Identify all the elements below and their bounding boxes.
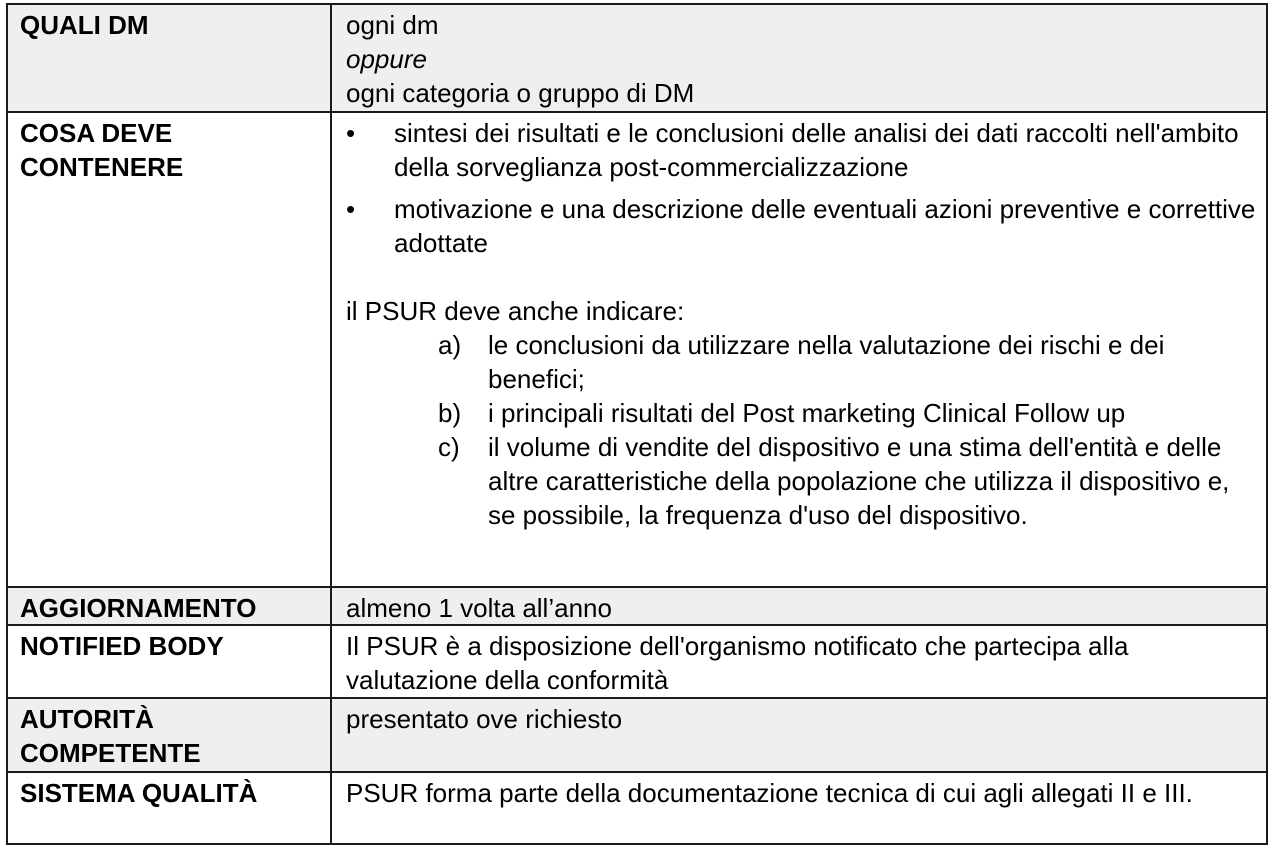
item-marker: b)	[438, 398, 462, 428]
row-content: PSUR forma parte della documentazione tecnica di cui agli allegati II e III.	[346, 778, 1193, 808]
row-content: almeno 1 volta all’anno	[346, 593, 612, 623]
row-label: QUALI DM	[8, 5, 332, 111]
row-content	[332, 113, 1266, 586]
content-line: ogni dm	[346, 10, 439, 40]
lettered-item	[438, 328, 1256, 396]
lettered-item	[438, 396, 1256, 430]
content-line: ogni categoria o gruppo di DM	[346, 78, 695, 108]
row-cosa-deve-contenere	[6, 113, 1268, 588]
row-sistema-qualita	[6, 773, 1268, 845]
row-content: presentato ove richiesto	[346, 704, 623, 734]
bullet-item	[346, 192, 1256, 260]
bullet-list	[346, 116, 1256, 260]
item-text: le conclusioni da utilizzare nella valutazione dei rischi e dei benefici;	[488, 330, 1165, 394]
row-label: COSA DEVE CONTENERE	[8, 113, 332, 586]
psur-table	[6, 3, 1268, 845]
item-marker: c)	[438, 432, 460, 462]
item-text: i principali risultati del Post marketing Clinical Follow up	[488, 398, 1126, 428]
row-label: AUTORITÀ COMPETENTE	[8, 699, 332, 771]
row-autorita-competente	[6, 699, 1268, 773]
bullet-icon: •	[346, 194, 356, 224]
bullet-item	[346, 116, 1256, 184]
item-text: il volume di vendite del dispositivo e una stima dell'entità e delle altre caratteristiche della popolazione che utilizza il dispositivo e, se possibile, la frequenza d'uso del dispositivo.	[488, 432, 1230, 530]
item-marker: a)	[438, 330, 462, 360]
row-label: AGGIORNAMENTO	[8, 588, 332, 624]
row-notified-body	[6, 626, 1268, 699]
bullet-text: motivazione e una descrizione delle eventuali azioni preventive e correttive adottate	[394, 194, 1256, 258]
row-content	[332, 5, 1266, 111]
lettered-item	[438, 430, 1256, 532]
content-line-italic: oppure	[346, 44, 427, 74]
row-label: NOTIFIED BODY	[8, 626, 332, 697]
row-label: SISTEMA QUALITÀ	[8, 773, 332, 843]
row-quali-dm	[6, 3, 1268, 113]
lettered-list	[346, 328, 1256, 532]
row-content: Il PSUR è a disposizione dell'organismo notificato che partecipa alla valutazione della conformità	[346, 631, 1129, 695]
row-aggiornamento	[6, 588, 1268, 626]
bullet-text: sintesi dei risultati e le conclusioni delle analisi dei dati raccolti nell'ambito della sorveglianza post-commercializzazione	[394, 118, 1239, 182]
bullet-icon: •	[346, 118, 356, 148]
intro-text: il PSUR deve anche indicare:	[346, 296, 685, 326]
